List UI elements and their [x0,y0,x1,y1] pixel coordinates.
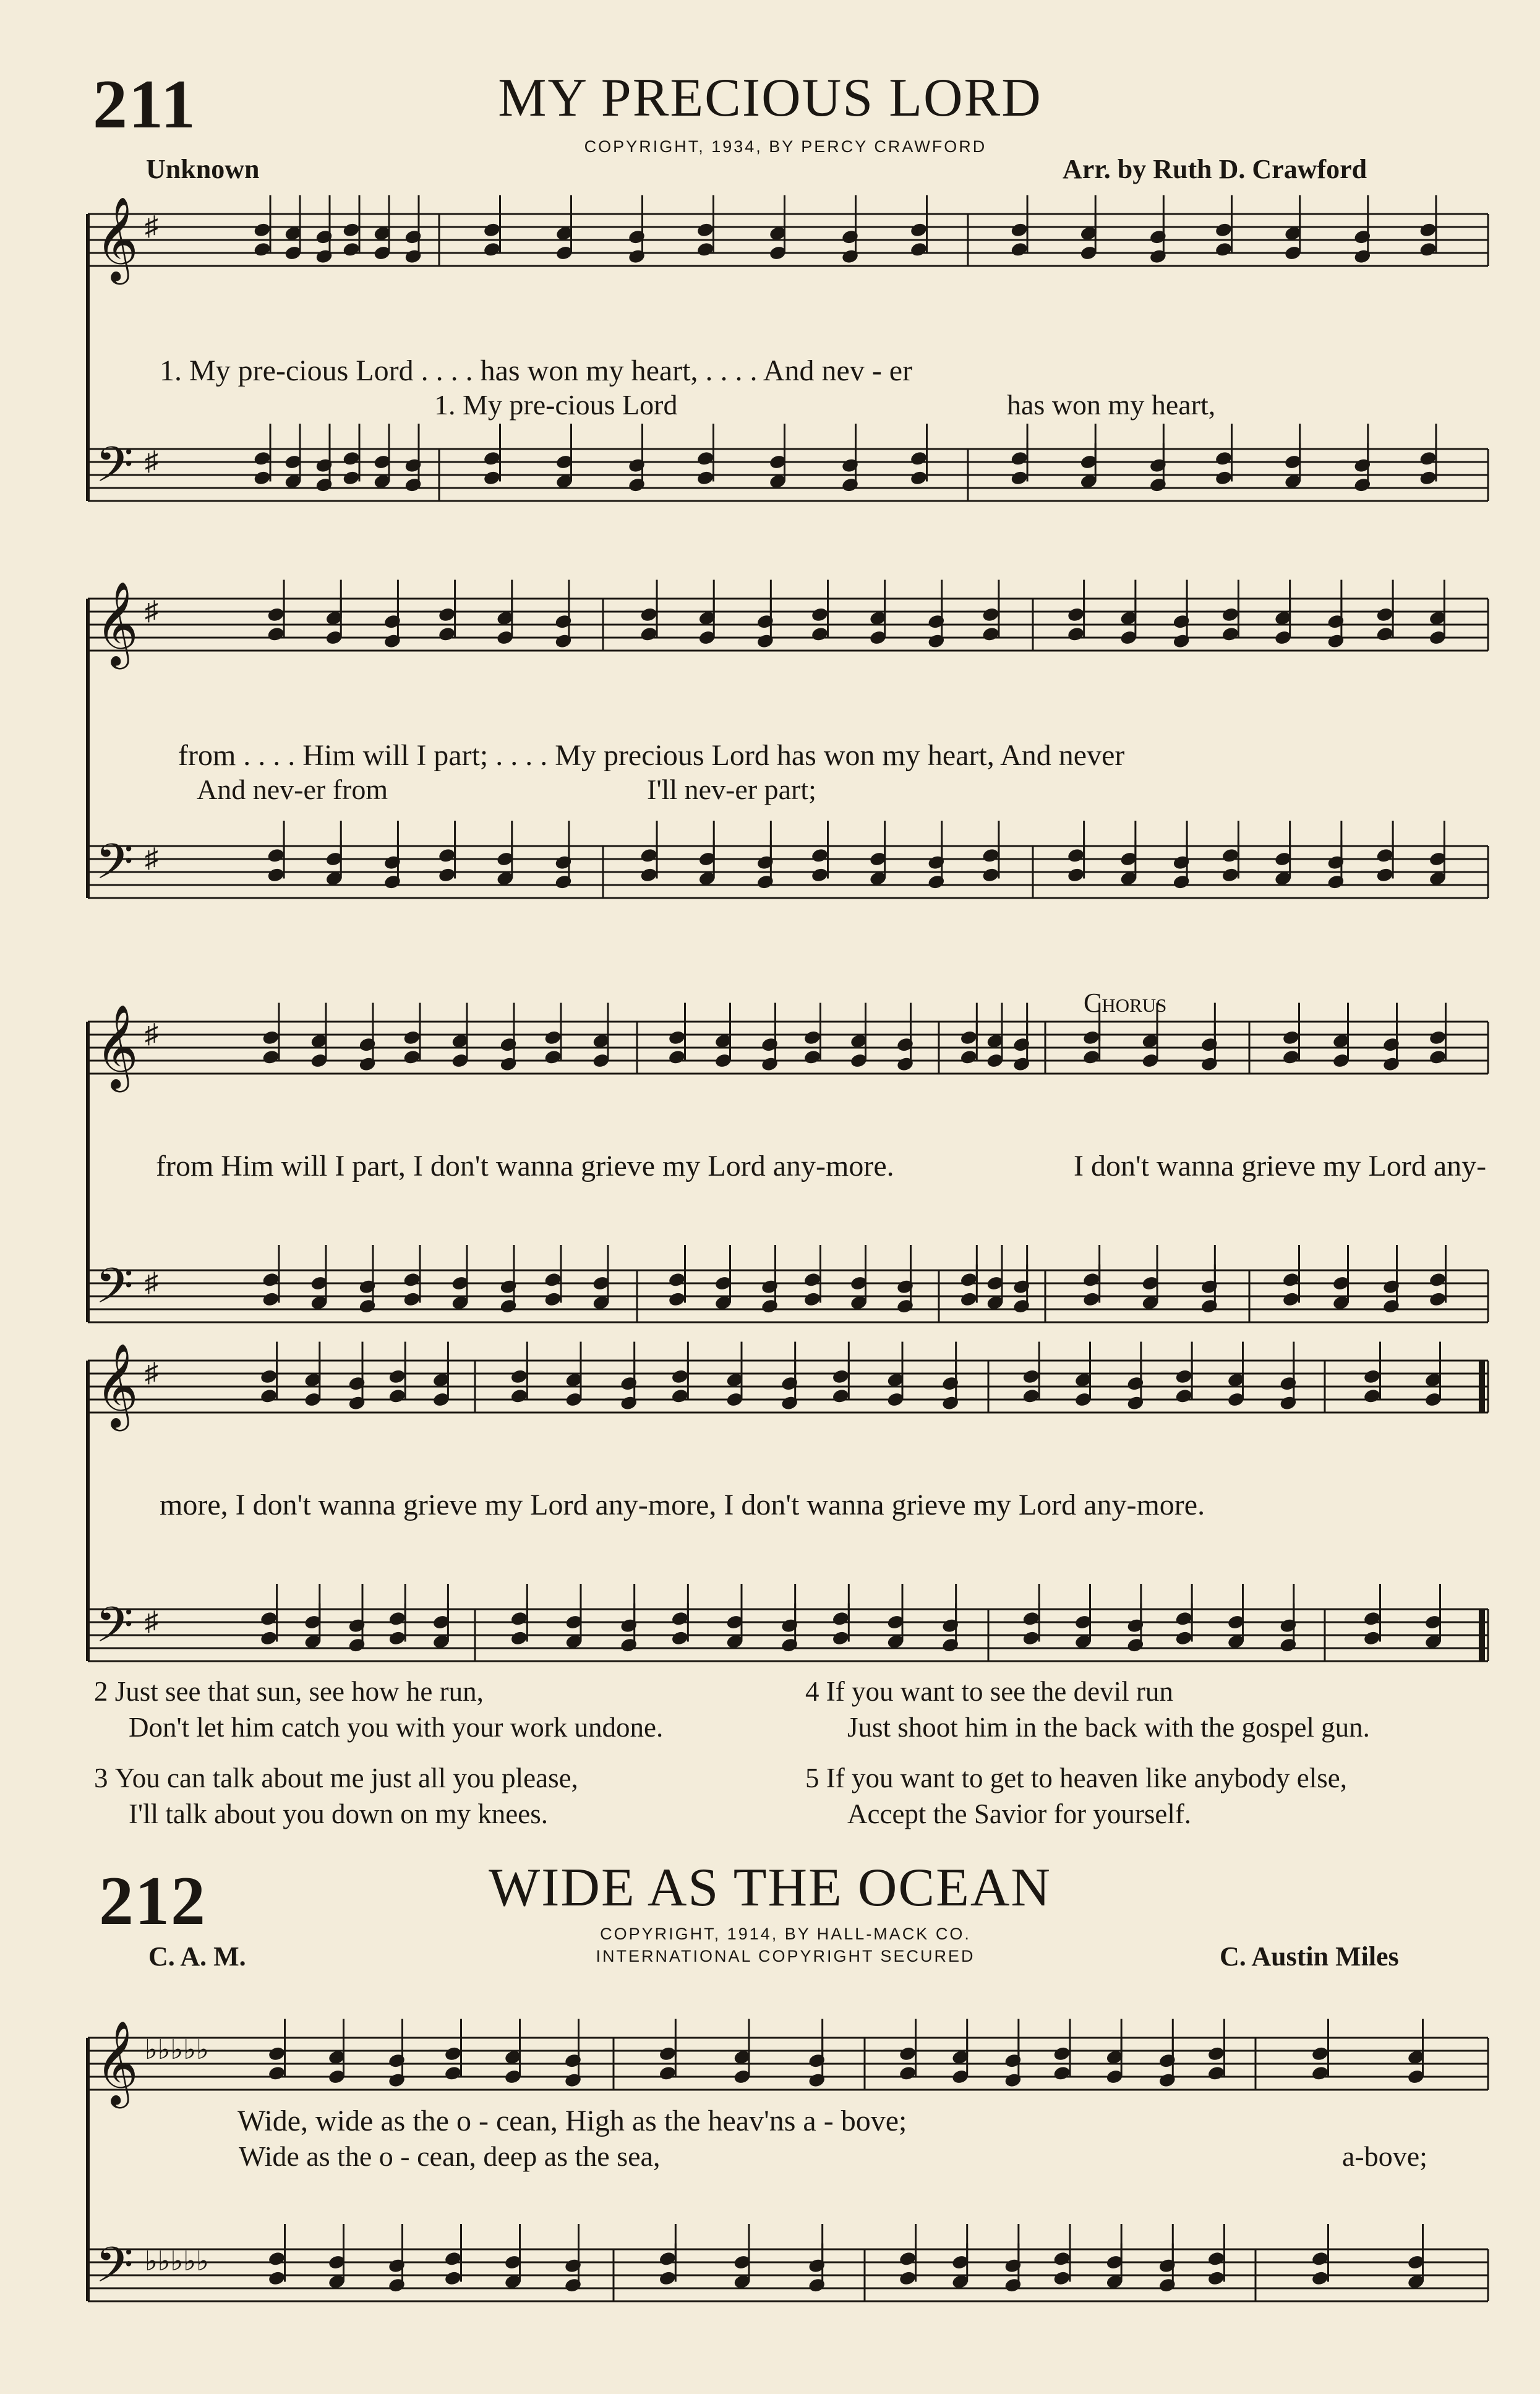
copyright-notice: COPYRIGHT, 1934, BY PERCY CRAWFORD [584,137,987,156]
svg-text:♭♭♭♭♭: ♭♭♭♭♭ [145,2035,209,2065]
music-credit: C. Austin Miles [1220,1941,1399,1972]
verse-text: If you want to see the devil run [826,1676,1173,1707]
lyric-line-alto: Wide as the o - cean, deep as the sea, [239,2140,661,2172]
svg-text:𝄞: 𝄞 [95,583,139,664]
lyric-line-alto: has won my heart, [1007,389,1216,421]
lyric-line: 1. My pre-cious Lord . . . . has won my heart, . . . . And nev - er [160,354,913,387]
svg-text:𝄞: 𝄞 [95,1345,139,1426]
lyric-line-alto: I'll nev-er part; [647,774,816,805]
lyric-line: more, I don't wanna grieve my Lord any-more, I don't wanna grieve my Lord any-more. [160,1489,1205,1521]
verse-number: 2 [94,1676,108,1707]
verse-3 [94,1760,578,1832]
verse-5 [805,1760,1347,1832]
verse-text: If you want to get to heaven like anybody else, [826,1763,1348,1793]
hymn-number: 212 [99,1863,207,1939]
verse-text: Just shoot him in the back with the gospel gun. [847,1712,1370,1743]
music-credit: Arr. by Ruth D. Crawford [1063,154,1367,184]
verse-2 [94,1674,663,1745]
svg-text:♯: ♯ [145,1267,158,1297]
lyric-line: from . . . . Him will I part; . . . . My precious Lord has won my heart, And never [178,739,1125,772]
verse-text: Just see that sun, see how he run, [114,1676,484,1707]
hymn-title: WIDE AS THE OCEAN [489,1858,1051,1918]
lyric-line: I don't wanna grieve my Lord any- [1074,1150,1487,1182]
lyric-line-alto: And nev-er from [197,774,388,805]
verse-text: You can talk about me just all you please, [114,1763,578,1793]
svg-text:𝄢: 𝄢 [95,1259,134,1325]
svg-text:♯: ♯ [145,596,158,626]
svg-text:𝄢: 𝄢 [95,438,134,504]
svg-text:♭♭♭♭♭: ♭♭♭♭♭ [145,2246,209,2276]
verse-text: Accept the Savior for yourself. [847,1798,1192,1829]
verse-text: I'll talk about you down on my knees. [129,1798,549,1829]
svg-text:♯: ♯ [145,211,158,241]
svg-text:𝄞: 𝄞 [95,2022,139,2103]
svg-text:♯: ♯ [145,1019,158,1049]
hymn-title: MY PRECIOUS LORD [498,68,1042,128]
verse-number: 4 [805,1676,819,1707]
svg-text:𝄢: 𝄢 [95,835,134,901]
copyright-notice: INTERNATIONAL COPYRIGHT SECURED [596,1947,975,1965]
hymn-number: 211 [93,66,197,143]
verse-4 [805,1674,1370,1745]
svg-text:𝄢: 𝄢 [95,2238,134,2304]
svg-text:♯: ♯ [145,1606,158,1636]
lyric-line-alto: a-bove; [1342,2140,1427,2172]
lyric-line: Wide, wide as the o - cean, High as the heav'ns a - bove; [237,2105,907,2137]
svg-text:♯: ♯ [145,1357,158,1388]
svg-text:𝄞: 𝄞 [95,1006,139,1087]
copyright-notice: COPYRIGHT, 1914, BY HALL-MACK CO. [600,1925,971,1943]
verse-number: 5 [805,1763,819,1793]
svg-text:𝄞: 𝄞 [95,199,139,280]
verse-number: 3 [94,1763,108,1793]
lyric-line: from Him will I part, I don't wanna grieve my Lord any-more. [156,1150,894,1182]
words-credit: C. A. M. [148,1941,246,1972]
svg-text:♯: ♯ [145,446,158,476]
words-credit: Unknown [146,154,260,184]
verse-text: Don't let him catch you with your work undone. [129,1712,664,1743]
lyric-line-alto: 1. My pre-cious Lord [434,389,678,421]
svg-text:♯: ♯ [145,843,158,873]
svg-text:𝄢: 𝄢 [95,1598,134,1664]
chorus-label: Chorus [1084,988,1167,1018]
